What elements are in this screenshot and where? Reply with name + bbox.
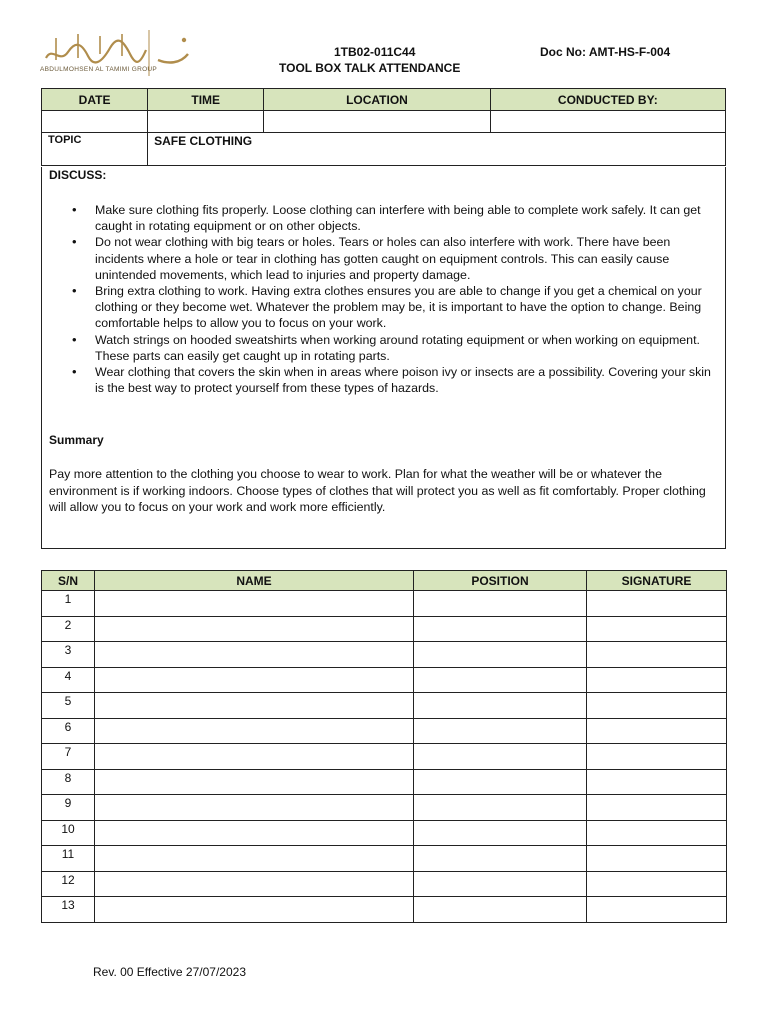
- revision-footer: Rev. 00 Effective 27/07/2023: [93, 965, 246, 979]
- date-field[interactable]: [42, 111, 148, 133]
- table-row: [42, 769, 727, 795]
- name-field[interactable]: [95, 820, 414, 846]
- table-row: [42, 795, 727, 821]
- list-item: • Bring extra clothing to work. Having extra clothes ensures you are able to change if you get a chemical on your clothing or they become wet. Whatever the problem may be, it is important to have the option to change. Being comfortable helps to allow you to focus on your work.: [62, 283, 722, 332]
- table-row: [42, 846, 727, 872]
- topic-value: SAFE CLOTHING: [148, 133, 726, 166]
- discussion-section: [41, 167, 726, 549]
- signature-field[interactable]: [587, 667, 727, 693]
- list-item: • Make sure clothing fits properly. Loose clothing can interfere with being able to complete work safely. It can get caught in rotating equipment or on other objects.: [62, 202, 722, 234]
- position-field[interactable]: [414, 693, 587, 719]
- table-row: [42, 616, 727, 642]
- signature-header: SIGNATURE: [587, 571, 727, 591]
- doc-number: Doc No: AMT-HS-F-004: [540, 45, 671, 59]
- signature-field[interactable]: [587, 642, 727, 668]
- signature-field[interactable]: [587, 871, 727, 897]
- summary-text: Pay more attention to the clothing you choose to wear to work. Plan for what the weather will be or whatever the environment is if working indoors. Choose types of clothes that will protect you as well as fit comfortably. Proper clothing will allow you to focus on your work and work more efficiently.: [49, 467, 706, 514]
- name-header: NAME: [95, 571, 414, 591]
- summary-heading: Summary: [49, 433, 104, 447]
- position-field[interactable]: [414, 591, 587, 617]
- signature-field[interactable]: [587, 769, 727, 795]
- name-field[interactable]: [95, 718, 414, 744]
- table-row: [42, 591, 727, 617]
- sn-cell: 13: [42, 897, 95, 923]
- name-field[interactable]: [95, 795, 414, 821]
- signature-field[interactable]: [587, 591, 727, 617]
- name-field[interactable]: [95, 616, 414, 642]
- signature-field[interactable]: [587, 744, 727, 770]
- signature-field[interactable]: [587, 846, 727, 872]
- sn-cell: 8: [42, 769, 95, 795]
- table-row: [42, 667, 727, 693]
- table-row: [42, 897, 727, 923]
- meta-table: [41, 88, 726, 166]
- sn-cell: 6: [42, 718, 95, 744]
- signature-field[interactable]: [587, 820, 727, 846]
- name-field[interactable]: [95, 642, 414, 668]
- signature-field[interactable]: [587, 718, 727, 744]
- page-title: TOOL BOX TALK ATTENDANCE: [279, 61, 461, 75]
- sn-cell: 4: [42, 667, 95, 693]
- sn-cell: 2: [42, 616, 95, 642]
- name-field[interactable]: [95, 897, 414, 923]
- position-header: POSITION: [414, 571, 587, 591]
- location-field[interactable]: [264, 111, 490, 133]
- position-field[interactable]: [414, 846, 587, 872]
- signature-field[interactable]: [587, 693, 727, 719]
- name-field[interactable]: [95, 744, 414, 770]
- conducted-by-header: CONDUCTED BY:: [490, 89, 725, 111]
- name-field[interactable]: [95, 846, 414, 872]
- table-row: [42, 642, 727, 668]
- position-field[interactable]: [414, 642, 587, 668]
- list-item: • Watch strings on hooded sweatshirts when working around rotating equipment or when working on equipment. These parts can easily get caught up in rotating parts.: [62, 332, 722, 364]
- sn-cell: 10: [42, 820, 95, 846]
- position-field[interactable]: [414, 667, 587, 693]
- position-field[interactable]: [414, 871, 587, 897]
- discuss-title: DISCUSS:: [49, 168, 107, 182]
- time-field[interactable]: [148, 111, 264, 133]
- position-field[interactable]: [414, 616, 587, 642]
- name-field[interactable]: [95, 591, 414, 617]
- signature-field[interactable]: [587, 616, 727, 642]
- signature-field[interactable]: [587, 795, 727, 821]
- attendance-table: [41, 570, 727, 923]
- list-item: • Wear clothing that covers the skin when in areas where poison ivy or insects are a possibility. Covering your skin is the best way to protect yourself from these types of hazards.: [62, 364, 722, 396]
- name-field[interactable]: [95, 871, 414, 897]
- position-field[interactable]: [414, 744, 587, 770]
- sn-cell: 11: [42, 846, 95, 872]
- sn-cell: 5: [42, 693, 95, 719]
- name-field[interactable]: [95, 693, 414, 719]
- position-field[interactable]: [414, 820, 587, 846]
- table-row: [42, 744, 727, 770]
- position-field[interactable]: [414, 718, 587, 744]
- name-field[interactable]: [95, 769, 414, 795]
- sn-cell: 12: [42, 871, 95, 897]
- topic-label: TOPIC: [42, 133, 148, 166]
- time-header: TIME: [148, 89, 264, 111]
- position-field[interactable]: [414, 769, 587, 795]
- logo-text: ABDULMOHSEN AL TAMIMI GROUP: [40, 66, 158, 73]
- location-header: LOCATION: [264, 89, 490, 111]
- position-field[interactable]: [414, 795, 587, 821]
- signature-field[interactable]: [587, 897, 727, 923]
- discussion-list: [62, 202, 722, 396]
- table-row: [42, 871, 727, 897]
- date-header: DATE: [42, 89, 148, 111]
- name-field[interactable]: [95, 667, 414, 693]
- position-field[interactable]: [414, 897, 587, 923]
- table-row: [42, 693, 727, 719]
- sn-cell: 9: [42, 795, 95, 821]
- table-row: [42, 718, 727, 744]
- sn-cell: 7: [42, 744, 95, 770]
- sn-cell: 1: [42, 591, 95, 617]
- list-item: • Do not wear clothing with big tears or holes. Tears or holes can also interfere with work. There have been incidents where a hole or tear in clothing has gotten caught on equipment controls. This can easily cause unintended movements, which lead to injuries and property damage.: [62, 234, 722, 283]
- sn-cell: 3: [42, 642, 95, 668]
- conducted-by-field[interactable]: [490, 111, 725, 133]
- table-row: [42, 820, 727, 846]
- sn-header: S/N: [42, 571, 95, 591]
- form-code: 1TB02-011C44: [334, 45, 416, 59]
